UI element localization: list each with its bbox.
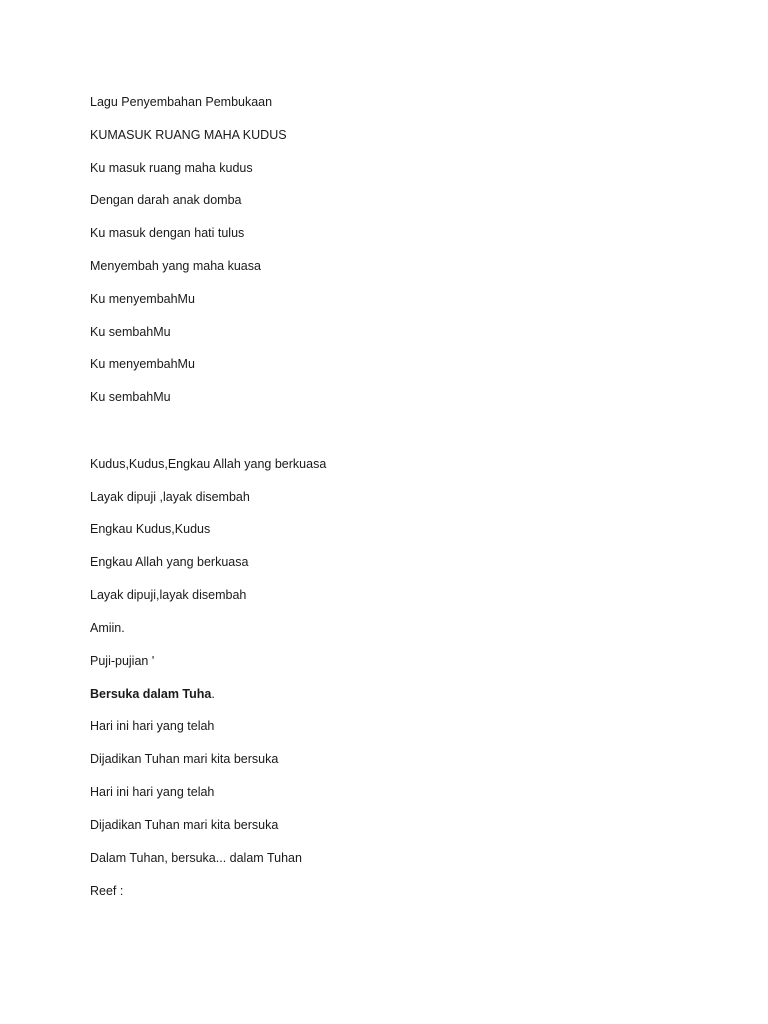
- lyric-line: Ku menyembahMu: [90, 357, 195, 371]
- lyric-line: Layak dipuji,layak disembah: [90, 588, 247, 602]
- song-title: KUMASUK RUANG MAHA KUDUS: [90, 128, 287, 142]
- lyric-line: Hari ini hari yang telah: [90, 719, 215, 733]
- lyric-line: Engkau Allah yang berkuasa: [90, 555, 249, 569]
- lyric-line: Dijadikan Tuhan mari kita bersuka: [90, 752, 279, 766]
- lyric-line: Ku masuk ruang maha kudus: [90, 161, 253, 175]
- lyric-line: Ku menyembahMu: [90, 292, 195, 306]
- song-title-line: [90, 686, 215, 702]
- lyric-line: Hari ini hari yang telah: [90, 785, 215, 799]
- section-label: Puji-pujian ': [90, 654, 155, 668]
- lyric-line: Ku sembahMu: [90, 390, 171, 404]
- lyric-line: Menyembah yang maha kuasa: [90, 259, 261, 273]
- refrain-label: Reef :: [90, 884, 124, 898]
- lyric-line: Kudus,Kudus,Engkau Allah yang berkuasa: [90, 457, 327, 471]
- lyric-line: Ku masuk dengan hati tulus: [90, 226, 245, 240]
- lyric-line: Dijadikan Tuhan mari kita bersuka: [90, 818, 279, 832]
- lyric-line: Amiin.: [90, 621, 125, 635]
- lyric-line: Layak dipuji ,layak disembah: [90, 490, 250, 504]
- lyric-line: Ku sembahMu: [90, 325, 171, 339]
- lyric-line: Dengan darah anak domba: [90, 193, 242, 207]
- lyric-line: Dalam Tuhan, bersuka... dalam Tuhan: [90, 851, 302, 865]
- section-heading: Lagu Penyembahan Pembukaan: [90, 95, 273, 109]
- lyric-line: Engkau Kudus,Kudus: [90, 522, 211, 536]
- song-title-bold: Bersuka dalam Tuha: [90, 687, 212, 701]
- song-title-period: .: [211, 687, 215, 701]
